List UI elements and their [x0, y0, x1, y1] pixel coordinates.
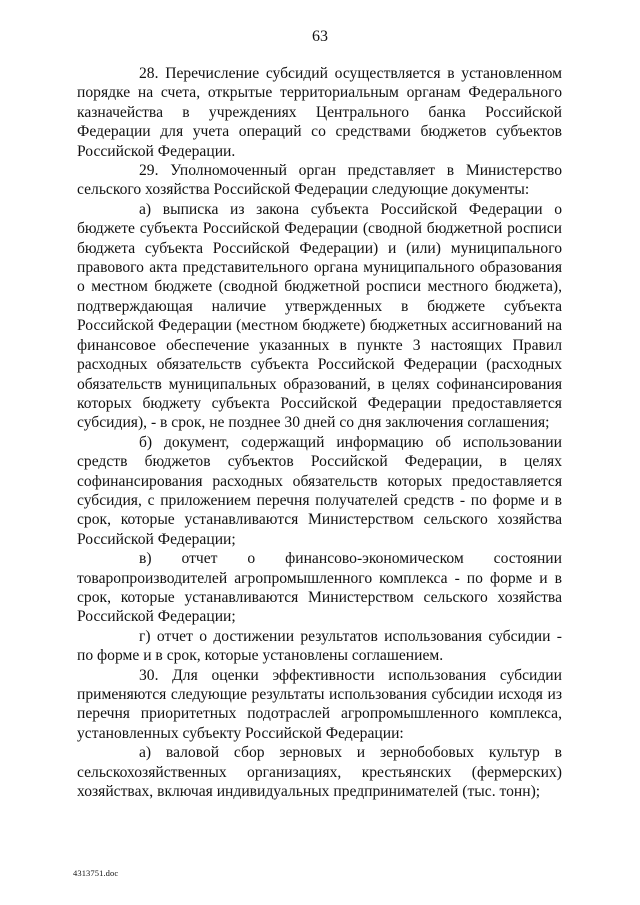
paragraph-30a: а) валовой сбор зерновых и зернобобовых культур в сельскохозяйственных организациях, крестьянских (фермерских) хозяйствах, включая индивидуальных предпринимателей (тыс. тонн); — [77, 744, 562, 801]
paragraph-29b: б) документ, содержащий информацию об использовании средств бюджетов субъектов Российской Федерации, в целях софинансирования расходных обязательств которых предоставляется субсидия, с приложением перечня получателей средств - по форме и в срок, которые устанавливаются Министерством сельского хозяйства Российской Федерации; — [77, 433, 562, 548]
document-body — [77, 64, 562, 801]
paragraph-29g: г) отчет о достижении результатов использования субсидии - по форме и в срок, которые установлены соглашением. — [77, 627, 562, 665]
page-number: 63 — [312, 28, 328, 45]
paragraph-29a: а) выписка из закона субъекта Российской Федерации о бюджете субъекта Российской Федерации (сводной бюджетной росписи бюджета субъекта Российской Федерации) и (или) муниципального правового акта представительного органа муниципального образования о местном бюджете (сводной бюджетной росписи местного бюджета), подтверждающая наличие утвержденных в бюджете субъекта Российской Федерации (местном бюджете) бюджетных ассигнований на финансовое обеспечение указанных в пункте 3 настоящих Правил расходных обязательств субъекта Российской Федерации (расходных обязательств муниципальных образований, в целях софинансирования которых бюджету субъекта Российской Федерации предоставляется субсидия), - в срок, не позднее 30 дней со дня заключения соглашения; — [77, 200, 562, 432]
paragraph-28: 28. Перечисление субсидий осуществляется в установленном порядке на счета, открытые территориальным органам Федерального казначейства в учреждениях Центрального банка Российской Федерации для учета операций со средствами бюджетов субъектов Российской Федерации. — [77, 65, 562, 160]
paragraph-30: 30. Для оценки эффективности использования субсидии применяются следующие результаты использования субсидии исходя из перечня приоритетных подотраслей агропромышленного комплекса, установленных субъекту Российской Федерации: — [77, 666, 562, 742]
document-file-code: 4313751.doc — [73, 868, 119, 878]
paragraph-29: 29. Уполномоченный орган представляет в Министерство сельского хозяйства Российской Федерации следующие документы: — [77, 162, 562, 199]
paragraph-29v: в) отчет о финансово-экономическом состоянии товаропроизводителей агропромышленного комплекса - по форме и в срок, которые устанавливаются Министерством сельского хозяйства Российской Федерации; — [77, 550, 562, 626]
